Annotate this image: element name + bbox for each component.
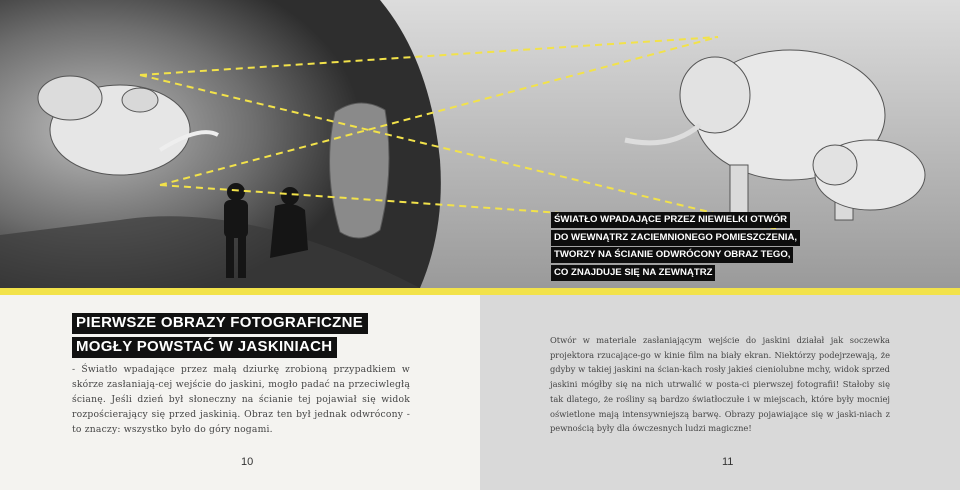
heading-line: PIERWSZE OBRAZY FOTOGRAFICZNE [72,313,368,334]
caption-line: CO ZNAJDUJE SIĘ NA ZEWNĄTRZ [551,265,715,281]
page-number-left: 10 [241,456,254,468]
right-body-text: Otwór w materiale zasłaniającym wejście do jaskini działał jak soczewka projektora rzucające-go w kinie film na biały ekran. Niektórzy podejrzewają, że gdyby w takiej jaskini na ścian-kach rosły jakieś cieniolubne mchy, widok sprzed jaskini mógłby się na nich utrwalić w posta-ci pierwszej fotografii! Stałoby się tak dlatego, że rośliny są bardzo światłoczułe i w miejscach, które były mocniej oświetlone mają intensywniejszą barwę. Obrazy pojawiające się w jaski-niach z pewnością były dla ówczesnych ludzi magiczne! [550,335,890,434]
caption-line: ŚWIATŁO WPADAJĄCE PRZEZ NIEWIELKI OTWÓR [551,212,790,228]
page-number-right: 11 [722,456,734,468]
illustration-caption [551,212,800,282]
caption-line: TWORZY NA ŚCIANIE ODWRÓCONY OBRAZ TEGO, [551,247,793,263]
accent-bar [0,288,960,295]
heading-line: MOGŁY POWSTAĆ W JASKINIACH [72,337,337,358]
page-heading [72,312,368,360]
caption-line: DO WEWNĄTRZ ZACIEMNIONEGO POMIESZCZENIA, [551,230,800,246]
left-body-text: - Światło wpadające przez małą dziurkę zrobioną przypadkiem w skórze zasłaniają-cej wejście do jaskini, mogło padać na przeciwległą ścianę. Jeśli dzień był słoneczny na ścianie tej pojawiał się widok rozpościerający się przed jaskinią. Obraz ten był jednak odwrócony - to znaczy: wszystko było do góry nogami. [72,364,410,435]
